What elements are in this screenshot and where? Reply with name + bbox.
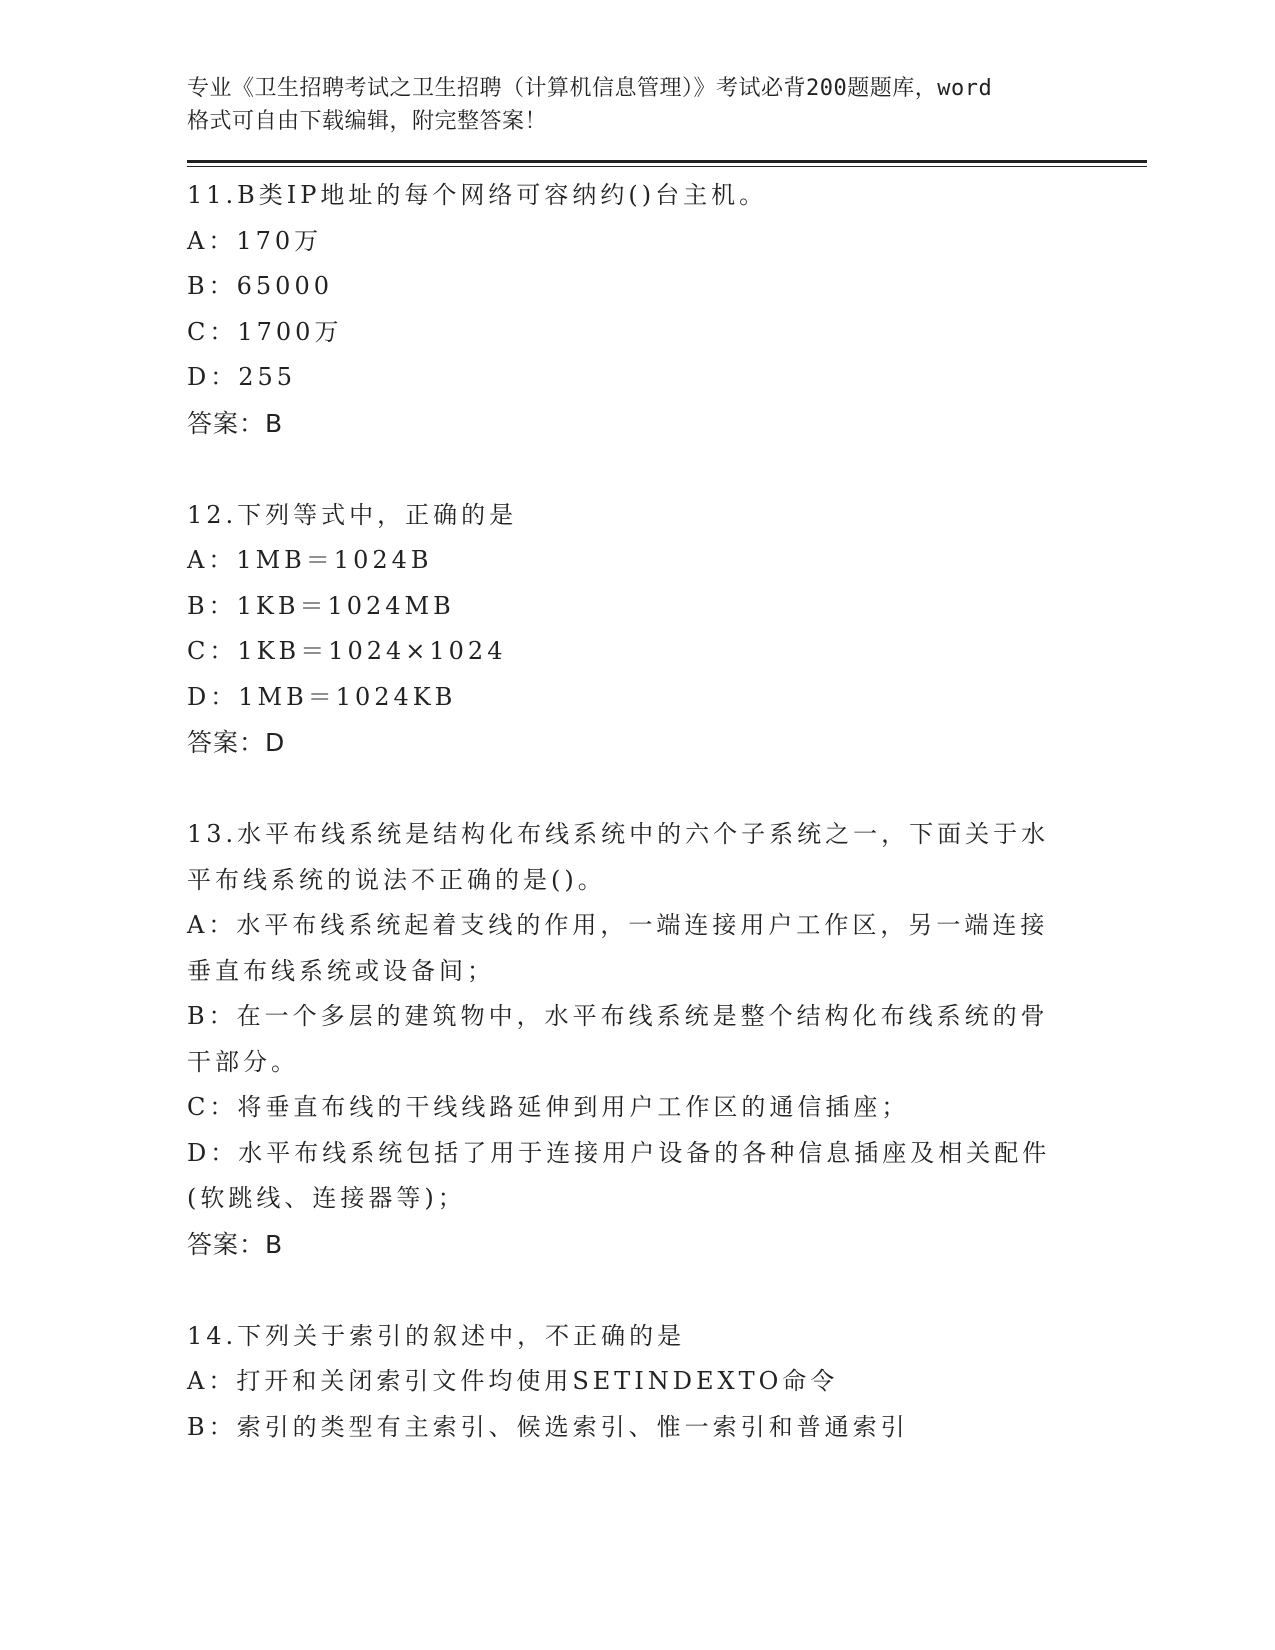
answer-option: B：1KB＝1024MB: [187, 591, 455, 620]
question-stem: 11.B类IP地址的每个网络可容纳约()台主机。: [187, 181, 768, 209]
answer-option: C：1KB＝1024×1024: [187, 637, 507, 665]
answer-option: D：水平布线系统包括了用于连接用户设备的各种信息插座及相关配件: [187, 1138, 1051, 1167]
question-block: [187, 812, 1147, 1267]
document-page: [187, 72, 1147, 1450]
answer-option: C：1700万: [187, 317, 343, 346]
question-list: [187, 173, 1147, 1450]
answer-option: A：1MB＝1024B: [187, 546, 433, 574]
answer-key: 答案：B: [187, 408, 284, 438]
answer-option: A：打开和关闭索引文件均使用SETINDEXTO命令: [187, 1367, 839, 1395]
question-stem: 12.下列等式中，正确的是: [187, 500, 518, 529]
answer-option: C：将垂直布线的干线线路延伸到用户工作区的通信插座；: [187, 1093, 910, 1121]
question-stem: 13.水平布线系统是结构化布线系统中的六个子系统之一，下面关于水: [187, 820, 1050, 848]
document-header: [187, 72, 1087, 138]
question-stem: 平布线系统的说法不正确的是()。: [187, 865, 606, 894]
answer-option: B：65000: [187, 272, 333, 300]
answer-option: A：水平布线系统起着支线的作用，一端连接用户工作区，另一端连接: [187, 911, 1049, 939]
answer-option: A：170万: [187, 226, 323, 255]
answer-option: D：1MB＝1024KB: [187, 682, 457, 711]
header-line-1: 专业《卫生招聘考试之卫生招聘（计算机信息管理）》考试必背200题题库，word: [187, 76, 993, 101]
question-stem: 14.下列关于索引的叙述中，不正确的是: [187, 1321, 686, 1350]
answer-option: D：255: [187, 363, 297, 391]
answer-option: 垂直布线系统或设备间；: [187, 956, 495, 985]
answer-option: 干部分。: [187, 1047, 299, 1076]
answer-option: (软跳线、连接器等)；: [187, 1184, 466, 1212]
question-block: [187, 493, 1147, 766]
answer-option: B：在一个多层的建筑物中，水平布线系统是整个结构化布线系统的骨: [187, 1002, 1049, 1030]
question-block: [187, 173, 1147, 446]
header-divider: [187, 160, 1147, 163]
answer-key: 答案：B: [187, 1229, 284, 1259]
header-line-2: 格式可自由下载编辑，附完整答案！: [187, 109, 548, 134]
question-block: [187, 1314, 1147, 1451]
answer-key: 答案：D: [187, 728, 286, 757]
answer-option: B：索引的类型有主索引、候选索引、惟一索引和普通索引: [187, 1412, 909, 1441]
